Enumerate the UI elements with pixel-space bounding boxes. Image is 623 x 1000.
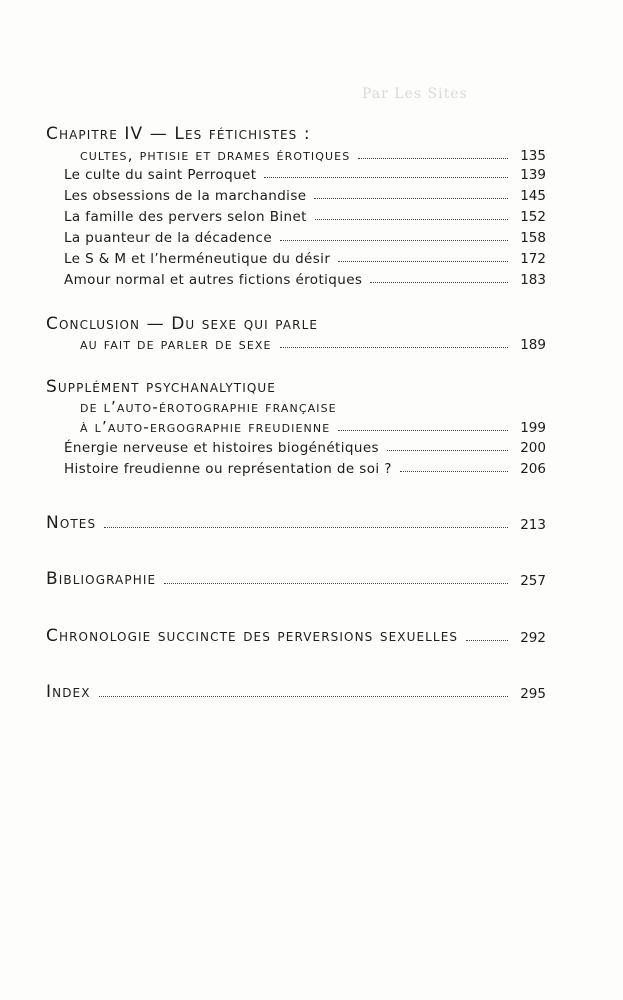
page-number: 135 bbox=[520, 148, 546, 164]
conclusion-title-line1: Conclusion — Du sexe qui parle bbox=[46, 314, 319, 334]
dot-leader bbox=[315, 219, 508, 220]
page-number: 152 bbox=[520, 209, 546, 225]
dot-leader bbox=[466, 640, 508, 641]
dot-leader bbox=[338, 430, 508, 431]
toc-entry bbox=[64, 440, 546, 456]
chapter-heading-line1 bbox=[46, 124, 546, 144]
page-number: 189 bbox=[520, 337, 546, 353]
dot-leader bbox=[99, 696, 508, 697]
chronology-title: Chronologie succincte des perversions sexuelles bbox=[46, 626, 459, 646]
section-title: Énergie nerveuse et histoires biogénétiques bbox=[64, 440, 379, 456]
dot-leader bbox=[338, 261, 508, 262]
bibliography-title: Bibliographie bbox=[46, 569, 157, 589]
notes-title: Notes bbox=[46, 513, 97, 533]
page-number: 139 bbox=[520, 167, 546, 183]
section-title: Le S & M et l’herméneutique du désir bbox=[64, 251, 331, 267]
dot-leader bbox=[104, 527, 508, 528]
page-number: 145 bbox=[520, 188, 546, 204]
page-number: 199 bbox=[520, 420, 546, 436]
dot-leader bbox=[280, 347, 508, 348]
dot-leader bbox=[314, 198, 508, 199]
dot-leader bbox=[358, 158, 508, 159]
dot-leader bbox=[280, 240, 508, 241]
supplement-heading-line1 bbox=[46, 377, 546, 397]
section-title: Les obsessions de la marchandise bbox=[64, 188, 307, 204]
page-number: 172 bbox=[520, 251, 546, 267]
conclusion-heading-line2 bbox=[80, 335, 546, 353]
toc-entry bbox=[64, 188, 546, 204]
toc-entry bbox=[64, 167, 546, 183]
supplement-title-line2: de l’auto-érotographie française bbox=[80, 398, 337, 416]
chapter-title-line1: Chapitre IV — Les fétichistes : bbox=[46, 124, 311, 144]
index-title: Index bbox=[46, 682, 91, 702]
section-title: La famille des pervers selon Binet bbox=[64, 209, 307, 225]
section-title: La puanteur de la décadence bbox=[64, 230, 273, 246]
conclusion-heading-line1 bbox=[46, 314, 546, 334]
toc-entry-chronology bbox=[46, 626, 546, 646]
supplement-title-line3: à l’auto-ergographie freudienne bbox=[80, 418, 331, 436]
page-number: 295 bbox=[520, 686, 546, 702]
dot-leader bbox=[164, 583, 508, 584]
supplement-title-line1: Supplément psychanalytique bbox=[46, 377, 276, 397]
section-title: Le culte du saint Perroquet bbox=[64, 167, 257, 183]
section-title: Histoire freudienne ou représentation de soi ? bbox=[64, 461, 392, 477]
supplement-heading-line3 bbox=[80, 418, 546, 436]
page-number: 257 bbox=[520, 573, 546, 589]
toc-entry bbox=[64, 461, 546, 477]
section-title: Amour normal et autres fictions érotiques bbox=[64, 272, 363, 288]
toc-entry-index bbox=[46, 682, 546, 702]
toc-entry bbox=[64, 272, 546, 288]
page-number: 183 bbox=[520, 272, 546, 288]
supplement-heading-line2 bbox=[80, 398, 546, 416]
page-number: 158 bbox=[520, 230, 546, 246]
dot-leader bbox=[370, 282, 508, 283]
page-number: 292 bbox=[520, 630, 546, 646]
page-number: 200 bbox=[520, 440, 546, 456]
chapter-heading-line2 bbox=[80, 146, 546, 164]
toc-entry bbox=[64, 230, 546, 246]
dot-leader bbox=[400, 471, 508, 472]
conclusion-title-line2: au fait de parler de sexe bbox=[80, 335, 272, 353]
bleed-through-text: Par Les Sites bbox=[362, 86, 468, 102]
toc-entry-bibliography bbox=[46, 569, 546, 589]
page-number: 213 bbox=[520, 517, 546, 533]
toc-entry bbox=[64, 251, 546, 267]
page-number: 206 bbox=[520, 461, 546, 477]
dot-leader bbox=[264, 177, 508, 178]
toc-entry-notes bbox=[46, 513, 546, 533]
toc-entry bbox=[64, 209, 546, 225]
dot-leader bbox=[387, 450, 508, 451]
chapter-title-line2: cultes, phtisie et drames érotiques bbox=[80, 146, 351, 164]
